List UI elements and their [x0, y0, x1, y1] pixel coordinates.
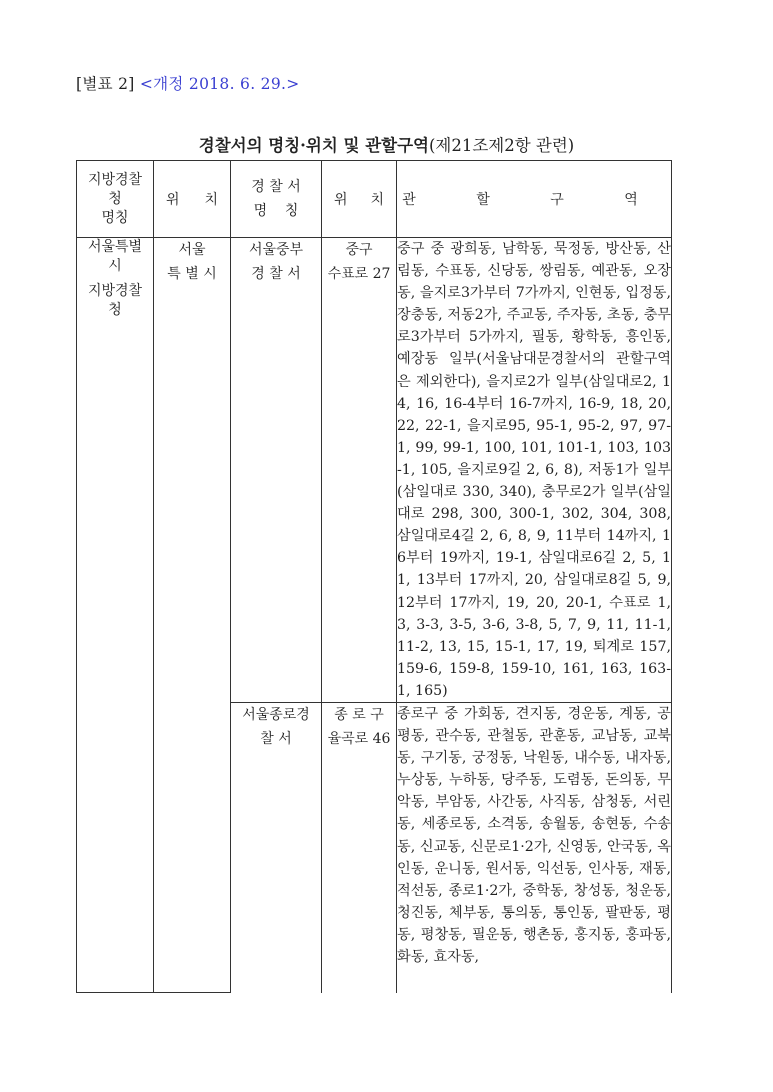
- header-jurisdiction: 관 할 구 역: [397, 161, 672, 238]
- agency-name-cell: 서울특별 시 지방경찰 청: [77, 238, 154, 993]
- table-header-row: [77, 161, 672, 238]
- station-location-cell: 종 로 구 율곡로 46: [322, 702, 397, 993]
- header-agency-name: 지방경찰 청 명칭: [77, 161, 154, 238]
- header-station-location: 위 치: [322, 161, 397, 238]
- jurisdiction-cell: 중구 중 광희동, 남학동, 묵정동, 방산동, 산림동, 수표동, 신당동, 쌍림동, 예관동, 오장동, 을지로3가부터 7가까지, 인현동, 입정동, 장충동, 저동2가, 주교동, 주자동, 초동, 충무로3가부터 5가까지, 필동, 황학동, 흥인동, 예장동 일부(서울남대문경찰서의 관할구역은 제외한다), 을지로2가 일부(삼일대로2, 14, 16, 16-4부터 16-7까지, 16-9, 18, 20, 22, 22-1, 을지로95, 95-1, 95-2, 97, 97-1, 99, 99-1, 100, 101, 101-1, 103, 103-1, 105, 을지로9길 2, 6, 8), 저동1가 일부(삼일대로 330, 340), 충무로2가 일부(삼일대로 298, 300, 300-1, 302, 304, 308, 삼일대로4길 2, 6, 8, 9, 11부터 14까지, 16부터 19까지, 19-1, 삼일대로6길 2, 5, 11, 13부터 17까지, 20, 삼일대로8길 5, 9, 12부터 17까지, 19, 20, 20-1, 수표로 1, 3, 3-3, 3-5, 3-6, 3-8, 5, 7, 9, 11, 11-1, 11-2, 13, 15, 15-1, 17, 19, 퇴계로 157, 159-6, 159-8, 159-10, 161, 163, 163-1, 165): [397, 238, 672, 703]
- annex-label: [별표 2]: [76, 75, 135, 93]
- station-location-cell: 중구 수표로 27: [322, 238, 397, 703]
- title-reference: (제21조제2항 관련): [428, 136, 575, 155]
- station-name-cell: 서울종로경 찰 서: [231, 702, 322, 993]
- header-agency-location: 위 치: [154, 161, 231, 238]
- agency-location-cell: 서울 특 별 시: [154, 238, 231, 993]
- title-main: 경찰서의 명칭·위치 및 관할구역: [198, 136, 429, 155]
- jurisdiction-table: [76, 160, 672, 993]
- annex-header: [76, 72, 300, 94]
- header-station-name: 경 찰 서 명 칭: [231, 161, 322, 238]
- revision-note: <개정 2018. 6. 29.>: [139, 75, 300, 93]
- station-name-cell: 서울중부 경 찰 서: [231, 238, 322, 703]
- table-row: [77, 238, 672, 703]
- page-title: [0, 132, 773, 156]
- jurisdiction-cell: 종로구 중 가회동, 견지동, 경운동, 계동, 공평동, 관수동, 관철동, 관훈동, 교남동, 교북동, 구기동, 궁정동, 낙원동, 내수동, 내자동, 누상동, 누하동, 당주동, 도렴동, 돈의동, 무악동, 부암동, 사간동, 사직동, 삼청동, 서린동, 세종로동, 소격동, 송월동, 송현동, 수송동, 신교동, 신문로1·2가, 신영동, 안국동, 옥인동, 운니동, 원서동, 익선동, 인사동, 재동, 적선동, 종로1·2가, 중학동, 창성동, 청운동, 청진동, 체부동, 통의동, 통인동, 팔판동, 평동, 평창동, 필운동, 행촌동, 홍지동, 홍파동, 화동, 효자동,: [397, 702, 672, 993]
